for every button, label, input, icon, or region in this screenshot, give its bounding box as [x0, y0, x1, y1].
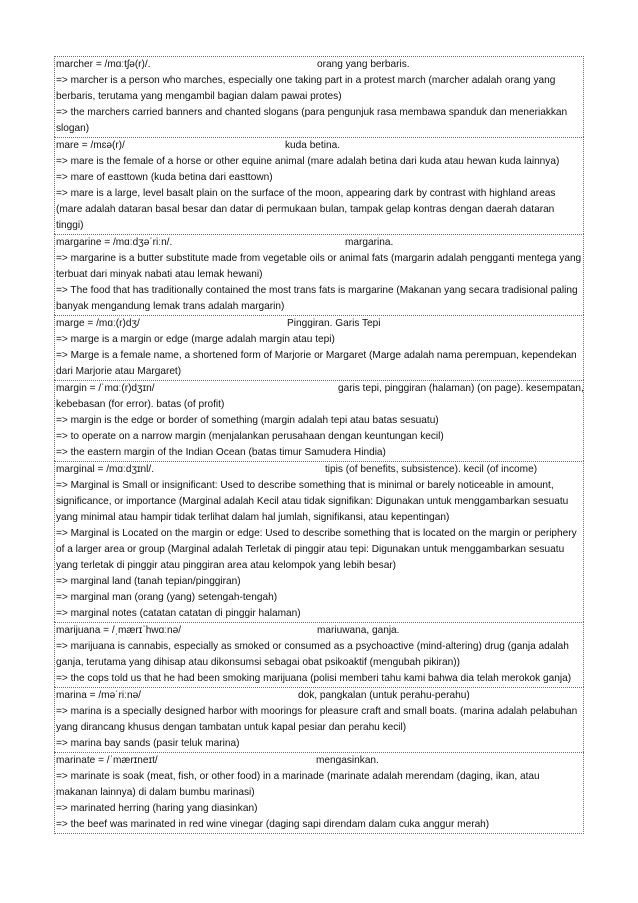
entry-example-line: => margin is the edge or border of something (margin adalah tepi atau batas sesuatu) [56, 415, 439, 426]
entry-example-line: => the eastern margin of the Indian Ocean (batas timur Samudera Hindia) [56, 447, 386, 458]
dictionary-entry [54, 752, 584, 834]
entry-header [55, 623, 583, 639]
entry-example-line: kebebasan (for error). batas (of profit) [56, 399, 225, 410]
entry-example-line: => the marchers carried banners and chanted slogans (para pengunjuk rasa membawa spanduk dan meneriakkan slogan) [56, 107, 568, 134]
entry-gloss: kuda betina. [285, 140, 340, 151]
entry-example-line: => marina is a specially designed harbor with moorings for pleasure craft and small boats. (marina adalah pelabuhan yang dirancang khusus dengan tambatan untuk kapal pesiar dan perahu kecil) [56, 706, 578, 733]
entry-example-line: => The food that has traditionally contained the most trans fats is margarine (Makanan yang secara tradisional paling banyak mengandung lemak trans adalah margarin) [56, 285, 578, 312]
dictionary-entry [54, 234, 584, 315]
dictionary-entry [54, 687, 584, 752]
entry-example-line: => Marginal is Small or insignificant: Used to describe something that is minimal or barely noticeable in amount, significance, or importance (Marginal adalah Kecil atau tidak signifikan: Digunakan untuk menggambarkan sesuatu yang minimal atau hampir tidak terlihat dalam hal jumlah, signifikansi, atau kepentingan) [56, 480, 569, 523]
entry-term: marcher = /mɑːtʃə(r)/. [56, 59, 151, 70]
entry-header [55, 57, 583, 73]
entry-header [55, 381, 583, 397]
entry-example-line: => mare is the female of a horse or other equine animal (mare adalah betina dari kuda atau hewan kuda lainnya) [56, 156, 560, 167]
entry-example-line: => Marginal is Located on the margin or edge: Used to describe something that is located on the margin or periphery of a larger area or group (Marginal adalah Terletak di pinggir atau tepi: Digunakan untuk menggambarkan sesuatu yang terletak di pinggir atau pinggiran area atau kelompok yang lebih besar) [56, 528, 577, 571]
dictionary-entry [54, 622, 584, 687]
entry-term: margin = /ˈmɑː(r)dʒɪn/ [56, 383, 155, 394]
entry-example-line: => the cops told us that he had been smoking marijuana (polisi memberi tahu kami bahwa dia telah merokok ganja) [56, 673, 572, 684]
entry-gloss: dok, pangkalan (untuk perahu-perahu) [298, 690, 470, 701]
entry-example-line: => mare is a large, level basalt plain on the surface of the moon, appearing dark by contrast with highland areas (mare adalah dataran basal besar dan datar di permukaan bulan, tampak gelap kontras dengan daerah dataran tinggi) [56, 188, 556, 231]
entry-gloss: garis tepi, pinggiran (halaman) (on page). kesempatan, [338, 383, 584, 394]
entry-term: marginal = /mɑːdʒɪnl/. [56, 464, 155, 475]
entry-example-line: => the beef was marinated in red wine vinegar (daging sapi direndam dalam cuka anggur merah) [56, 819, 490, 830]
entry-example-line: => to operate on a narrow margin (menjalankan perusahaan dengan keuntungan kecil) [56, 431, 444, 442]
entry-example-line: => marcher is a person who marches, especially one taking part in a protest march (marcher adalah orang yang berbaris, terutama yang mengambil bagian dalam pawai protes) [56, 75, 556, 102]
entry-example-line: => marijuana is cannabis, especially as smoked or consumed as a psychoactive (mind-altering) drug (ganja adalah ganja, terutama yang dihisap atau dikonsumsi sebagai obat psikoaktif (mengubah pikiran)) [56, 641, 569, 668]
entry-example-line: => margarine is a butter substitute made from vegetable oils or animal fats (margarin adalah pengganti mentega yang terbuat dari minyak nabati atau lemak hewani) [56, 253, 582, 280]
dictionary-entry [54, 461, 584, 622]
entry-example-line: => marina bay sands (pasir teluk marina) [56, 738, 240, 749]
entry-header [55, 316, 583, 332]
entry-gloss: tipis (of benefits, subsistence). kecil (of income) [325, 464, 538, 475]
entry-gloss: margarina. [345, 237, 394, 248]
dictionary-entry [54, 380, 584, 461]
entry-example-line: => mare of easttown (kuda betina dari easttown) [56, 172, 273, 183]
entry-example-line: => marginal man (orang (yang) setengah-tengah) [56, 592, 278, 603]
entry-example-line: => marginal land (tanah tepian/pinggiran) [56, 576, 241, 587]
dictionary-entry [54, 56, 584, 137]
entry-term: marijuana = /ˌmærɪˈhwɑːnə/ [56, 625, 182, 636]
entry-example-line: => Marge is a female name, a shortened form of Marjorie or Margaret (Marge adalah nama perempuan, kependekan dari Marjorie atau Margaret) [56, 350, 577, 377]
entry-term: marinate = /ˈmærɪneɪt/ [56, 755, 158, 766]
entry-gloss: mariuwana, ganja. [317, 625, 400, 636]
entry-example-line: => marge is a margin or edge (marge adalah margin atau tepi) [56, 334, 335, 345]
entry-example-line: => marinated herring (haring yang diasinkan) [56, 803, 258, 814]
entry-header [55, 138, 583, 154]
entry-header [55, 753, 583, 769]
entry-term: marge = /mɑː(r)dʒ/ [56, 318, 140, 329]
entry-term: marina = /məˈriːnə/ [56, 690, 141, 701]
entry-term: mare = /mɛə(r)/ [56, 140, 125, 151]
entry-header [55, 688, 583, 704]
entry-header [55, 235, 583, 251]
dictionary-list [54, 56, 584, 834]
entry-term: margarine = /mɑːdʒəˈriːn/. [56, 237, 173, 248]
entry-gloss: mengasinkan. [316, 755, 379, 766]
entry-example-line: => marginal notes (catatan catatan di pinggir halaman) [56, 608, 301, 619]
dictionary-entry [54, 137, 584, 234]
entry-gloss: orang yang berbaris. [317, 59, 410, 70]
entry-gloss: Pinggiran. Garis Tepi [287, 318, 381, 329]
dictionary-entry [54, 315, 584, 380]
entry-header [55, 462, 583, 478]
entry-example-line: => marinate is soak (meat, fish, or other food) in a marinade (marinate adalah merendam (daging, ikan, atau makanan lainnya) di dalam bumbu marinasi) [56, 771, 540, 798]
